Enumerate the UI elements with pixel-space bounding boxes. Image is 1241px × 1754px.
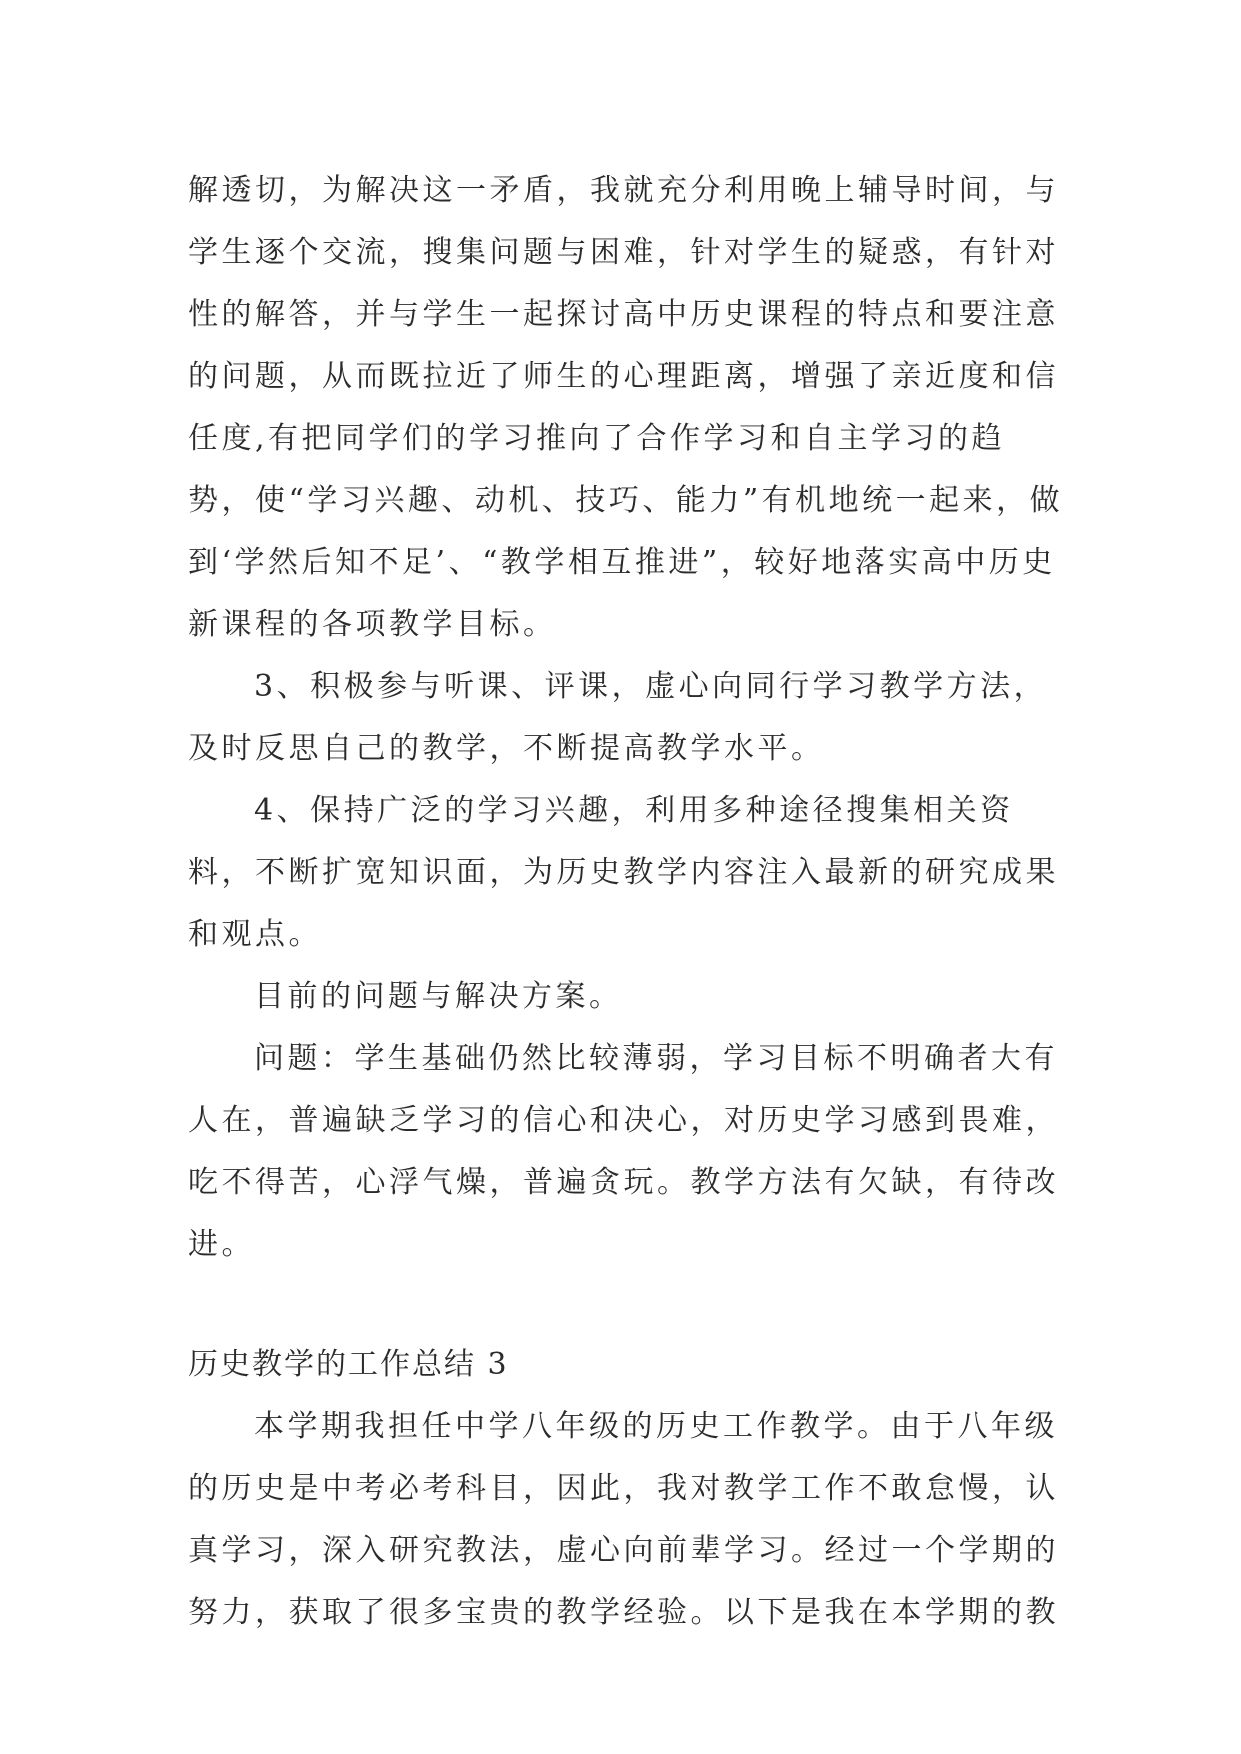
paragraph-item-3: 3、积极参与听课、评课，虚心向同行学习教学方法，及时反思自己的教学，不断提高教学水平。 — [188, 669, 1048, 766]
section-heading: 历史教学的工作总结 3 — [188, 1347, 509, 1382]
paragraph-problems: 问题：学生基础仍然比较薄弱，学习目标不明确者大有人在，普遍缺乏学习的信心和决心，对历史学习感到畏难，吃不得苦，心浮气燥，普遍贪玩。教学方法有欠缺，有待改进。 — [188, 1041, 1059, 1262]
paragraph-problems-title: 目前的问题与解决方案。 — [254, 979, 623, 1014]
paragraph-continuation: 解透切，为解决这一矛盾，我就充分利用晚上辅导时间，与学生逐个交流，搜集问题与困难，针对学生的疑惑，有针对性的解答，并与学生一起探讨高中历史课程的特点和要注意的问题，从而既拉近了师生的心理距离，增强了亲近度和信任度,有把同学们的学习推向了合作学习和自主学习的趋势，使“学习兴趣、动机、技巧、能力”有机地统一起来，做到‘学然后知不足’、“教学相互推进”，较好地落实高中历史新课程的各项教学目标。 — [188, 173, 1064, 642]
document-body — [188, 160, 1068, 1644]
section-paragraph: 本学期我担任中学八年级的历史工作教学。由于八年级的历史是中考必考科目，因此，我对教学工作不敢怠慢，认真学习，深入研究教法，虚心向前辈学习。经过一个学期的努力，获取了很多宝贵的教学经验。以下是我在本学期的教 — [188, 1409, 1059, 1630]
paragraph-item-4: 4、保持广泛的学习兴趣，利用多种途径搜集相关资料，不断扩宽知识面，为历史教学内容注入最新的研究成果和观点。 — [188, 793, 1059, 952]
